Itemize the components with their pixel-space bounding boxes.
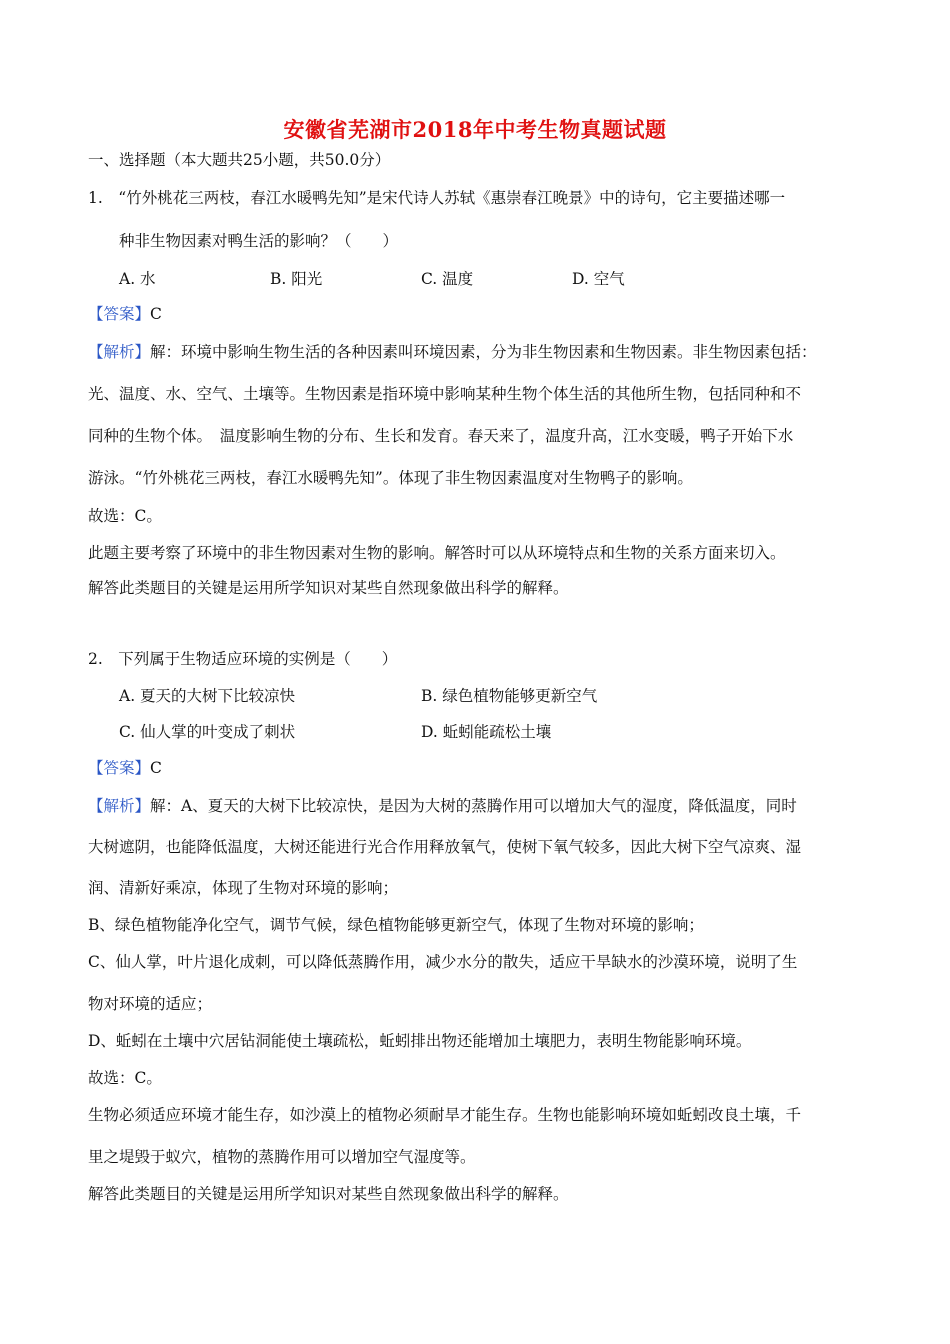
- q1-option-a: A. 水: [119, 270, 156, 288]
- q1-analysis-line-1: 【解析】解：环境中影响生物生活的各种因素叫环境因素，分为非生物因素和生物因素。非生物因素包括：: [88, 343, 817, 361]
- analysis-tag: 【解析】: [88, 797, 151, 815]
- q2-option-c: C. 仙人掌的叶变成了刺状: [119, 723, 296, 741]
- q2-stem-line-1: 2. 下列属于生物适应环境的实例是（ ）: [88, 650, 398, 668]
- q2-option-a: A. 夏天的大树下比较凉快: [119, 687, 296, 705]
- q2-answer-value: C: [150, 759, 162, 777]
- analysis-tag: 【解析】: [88, 343, 151, 361]
- answer-tag: 【答案】: [88, 305, 151, 323]
- q2-analysis-line-8: 故选：C。: [88, 1069, 162, 1087]
- q1-analysis-line-7: 解答此类题目的关键是运用所学知识对某些自然现象做出科学的解释。: [88, 579, 569, 597]
- q1-stem-line-1: 1. “竹外桃花三两枝，春江水暖鸭先知”是宋代诗人苏轼《惠崇春江晚景》中的诗句，它主要描述哪一: [88, 189, 786, 207]
- q1-option-d: D. 空气: [572, 270, 625, 288]
- q1-analysis-line-6: 此题主要考察了环境中的非生物因素对生物的影响。解答时可以从环境特点和生物的关系方面来切入。: [88, 544, 786, 562]
- q1-answer: [88, 303, 162, 325]
- q2-analysis-line-3: 润、清新好乘凉，体现了生物对环境的影响；: [88, 879, 399, 897]
- q2-analysis-line-9: 生物必须适应环境才能生存，如沙漠上的植物必须耐旱才能生存。生物也能影响环境如蚯蚓改良土壤，千: [88, 1106, 802, 1124]
- q1-option-b: B. 阳光: [270, 270, 323, 288]
- q2-analysis-line-1: 【解析】解：A、夏天的大树下比较凉快，是因为大树的蒸腾作用可以增加大气的湿度，降低温度，同时: [88, 797, 797, 815]
- q2-analysis-line-11: 解答此类题目的关键是运用所学知识对某些自然现象做出科学的解释。: [88, 1185, 569, 1203]
- q2-option-b: B. 绿色植物能够更新空气: [421, 687, 598, 705]
- q1-analysis-line-5: 故选：C。: [88, 507, 162, 525]
- q2-option-d: D. 蚯蚓能疏松土壤: [421, 723, 552, 741]
- q2-answer: [88, 757, 162, 779]
- q1-answer-value: C: [150, 305, 162, 323]
- answer-tag: 【答案】: [88, 759, 151, 777]
- q2-analysis-line-4: B、绿色植物能净化空气，调节气候，绿色植物能够更新空气，体现了生物对环境的影响；: [88, 916, 704, 934]
- q1-analysis-line-2: 光、温度、水、空气、土壤等。生物因素是指环境中影响某种生物个体生活的其他所生物，包括同种和不: [88, 385, 802, 403]
- q1-analysis-line-3: 同种的生物个体。 温度影响生物的分布、生长和发育。春天来了，温度升高，江水变暖，鸭子开始下水: [88, 427, 794, 445]
- q1-stem-line-2: 种非生物因素对鸭生活的影响？（ ）: [119, 232, 399, 250]
- q1-analysis-line-4: 游泳。“竹外桃花三两枝，春江水暖鸭先知”。体现了非生物因素温度对生物鸭子的影响。: [88, 469, 693, 487]
- page-title: 安徽省芜湖市2018年中考生物真题试题: [283, 117, 667, 142]
- q2-analysis-line-5: C、仙人掌，叶片退化成刺，可以降低蒸腾作用，减少水分的散失，适应干旱缺水的沙漠环境，说明了生: [88, 953, 798, 971]
- q2-analysis-line-10: 里之堤毁于蚁穴，植物的蒸腾作用可以增加空气湿度等。: [88, 1148, 476, 1166]
- q2-analysis-line-2: 大树遮阴，也能降低温度，大树还能进行光合作用释放氧气，使树下氧气较多，因此大树下空气凉爽、湿: [88, 838, 802, 856]
- section-heading: 一、选择题（本大题共25小题，共50.0分）: [88, 151, 391, 169]
- q2-analysis-line-7: D、蚯蚓在土壤中穴居钻洞能使土壤疏松，蚯蚓排出物还能增加土壤肥力，表明生物能影响环境。: [88, 1032, 752, 1050]
- q2-analysis-line-6: 物对环境的适应；: [88, 995, 213, 1013]
- q1-option-c: C. 温度: [421, 270, 474, 288]
